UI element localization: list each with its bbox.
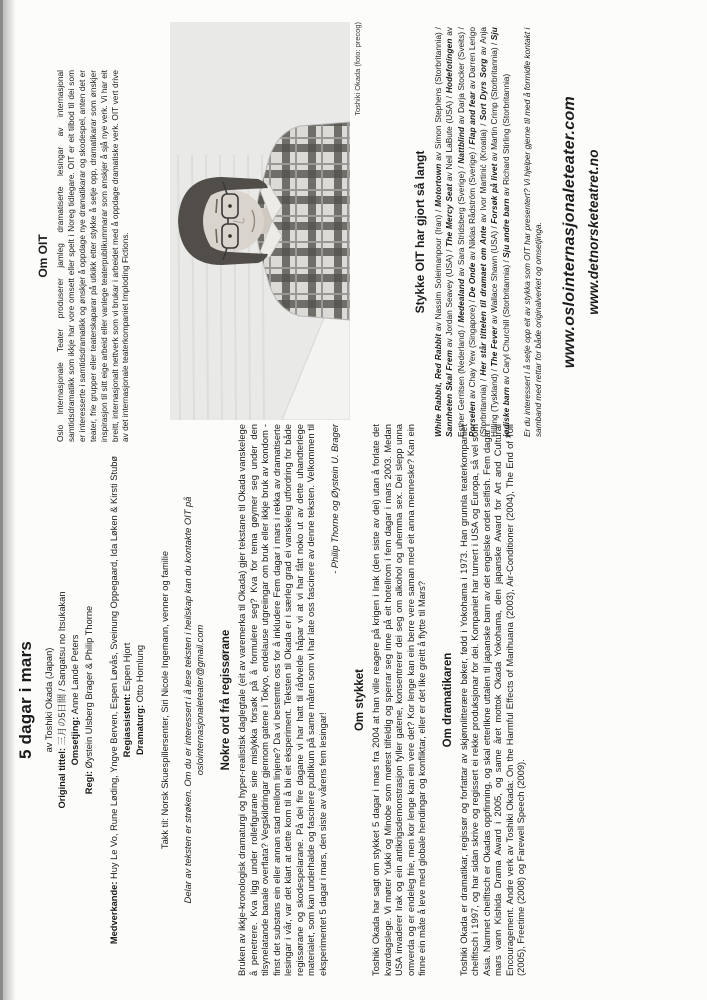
- credit-line: Regiassistent: Espen Hjort: [122, 642, 133, 758]
- credit-line: Medverkande: Huy Le Vo, Rune Løding, Yngve Berven, Espen Løvås, Sveinung Oppegaard, Ida Løken & Kirsti Stubø: [108, 455, 119, 945]
- play-entry: Medealand av Sara Stridsberg (Sverige) /: [455, 163, 466, 323]
- play-entry: Flap and fear av Darren Lerigo (Storbritannia) /: [466, 26, 489, 437]
- about-play-heading: Om stykket: [354, 669, 367, 732]
- directors-note-body: Bruken av ikkje-kronologisk dramaturgi og hyper-realistisk daglegtale (eit av varemerka til Okada) gjer tekstane til Okada vanskelege å penetrere. Kva ligg under rollefigurane sine mislykka forsøk på å formulere seg? Kva for tema gøymer seg under den tilsynelatande banale overflata? Vegskildringar gjennom gatene i Tokyo, endelause utgreiingar om bruk eller ikkje bruk av kondom - finst det substans ein eller annan stad mellom linjene? Da vi bestemte oss for å inkludere Fem dagar i mars i rekka av dramatiserte lesingar i vår, var det klart at dette kom til å bli eit eksperiment. Teksten til Okada er i særleg grad ei vanskeleg utfordring for både regissørane og skodespelarane. På dei fire dagane vi har hatt til rådvelde håpar vi at vi har fått noko ut av dette uhandterlege materialet, som kan underhalde og fascinere publikum på same måten som vi har late oss fascinere av denne teksten. Velkommen til eksperimentet 5 dagar i mars, den siste av vårens fem lesingar!: [236, 424, 328, 976]
- play-entry: De Onde av Niklas Rådström (Sverige) /: [466, 144, 477, 298]
- directors-signature: - Philip Thorne og Øystein U. Brager: [330, 424, 341, 574]
- play-entry: Sannheten Skal Frem av Jordan Seavey (USA) /: [444, 246, 455, 437]
- about-oit-section: [36, 70, 131, 442]
- credit-line: av Toshiki Okada (Japan): [44, 647, 54, 753]
- play-entry: Sort Dyrs Sorg av Anja Hilling (Tyskland) /: [478, 26, 500, 437]
- eye-right: [228, 204, 232, 208]
- credit-line: Original tittel: 三月の5日間 / Sangatsu no Itsukakan: [57, 591, 68, 809]
- play-entry: Hodefotingen av Esther Gerritsen (Nederland) /: [444, 26, 466, 437]
- eye-left: [228, 234, 232, 238]
- about-play-body: Toshiki Okada har sagt om stykket 5 dagar i mars fra 2004 at han ville reagere på krigen i Irak (den siste av dei) utan å forlate det kvardagslege. Vi møter Yukki og Minobe som møtest tilfeldig og sperrar seg inne på eit hotellrom i fem dagar i mars 2003. Medan USA invaderer Irak og ein antikrigsdemonstrasjon fyller gatene, konsentrerer dei seg om alkohol og uhemma sex. Dei slepp unna omverda og er endeleg frie, men kor lenge kan ein vere det? Kor lenge kan ein berre vere saman med eit anna menneske? Kan ein finne ein måte å leve med globale hendingar og konfliktar, eller er det like greitt å flytte til Mars?: [370, 424, 428, 976]
- play-entry: White Rabbit, Red Rabbit av Nassim Soleimanpour (Iran) /: [433, 206, 443, 437]
- credit-line: Dramaturg: Otto Homlung: [135, 644, 146, 756]
- credits-block: [43, 424, 147, 976]
- credit-line: Regi: Øystein Ulsberg Brager & Philip Thorne: [83, 605, 94, 795]
- oit-website-url: www.oslointernasjonaleteater.com: [561, 95, 579, 369]
- thanks-line: Takk til: Norsk Skuespillersenter, Siri Nicole Ingemann, venner og familie: [160, 550, 171, 850]
- play-entry: Porselen av Chay Yew (Singapore) /: [466, 297, 477, 437]
- page-title: 5 dagar i mars: [16, 640, 35, 760]
- about-playwright-body: Toshiki Okada er dramatikar, regissør og forfattar av skjønnlitterære bøker, fødd i Yokohama i 1973. Han grunnla teaterkompaniet chelfitsch i 1997, og har sidan skrive og regissert ei rekke produksjonar for dei. Kompaniet har turnert i USA og Europa, så vel som Asia. Namnet chelfitsch er Okadas oppfinning, og skal etterlikne uttalen til japanske barn av det engelske ordet selfish. Fem dagar i mars vann Kishida Drama Award i 2005, og same året mottok Okada Yokohama, den japanske Award for Art and Cultural Encouragement. Andre verk av Toshiki Okada: On the Harmful Effects of Marihuana (2003), Air-Conditioner (2004), The End of Toil (2005), Freetime (2008) og Farewell Speech (2009).: [457, 424, 527, 976]
- play-entry: Motortown av Simon Stephens (Storbritannia) /: [433, 27, 443, 207]
- play-entry: Sju andre barn av Richard Stirling (Storbritannia): [500, 73, 511, 258]
- play-entry: Forsøk på livet av Martin Crimp (Storbritannia) /: [489, 40, 500, 224]
- urls-block: [561, 27, 601, 437]
- play-entry: The Mercy Seat av Neil LaBute (USA) /: [444, 93, 455, 247]
- toshiki-okada-photo: [170, 22, 350, 420]
- about-oit-heading: Om OIT: [36, 234, 50, 278]
- about-oit-body: Oslo Internasjonale Teater produserer jamleg dramatiserte lesingar av internasjonal samtidsdramatikk som ikkje har vore omsett eller spelt i Noreg tidlegare. OIT er eit tilbod til dei som er interesserte i samtidsdramatikk og ønskjer å oppdage nye dramatikarar og skodespel, anten det er teater, frie grupper eller teaterskaparar på utkikk etter stykke å setje opp, dramatikarar som ønskjer inspirasjon til sitt eige arbeid eller vanlege teaterpublikummarar som ønskjer å sjå nye verk. Vi har eit breitt, internasjonalt nettverk som vi brukar i arbeidet med å oppdage dramatiske verk. OIT vert drive av det internasjonale teaterkompaniet Imploding Fictions.: [55, 70, 131, 442]
- rights-offer-note: Er du interessert i å setje opp eit av stykka som OIT har presentert? Vi hjelper gjerne til med å formidle kontakt i samband med rettar for både originalverket og omsetjinga.: [522, 27, 544, 437]
- directors-note-heading: Nokre ord frå regissørane: [220, 629, 233, 771]
- play-entry: The Fever av Wallace Shawn (USA) /: [489, 223, 500, 367]
- play-entry: Nattblind av Darja Stocker (Sveits) /: [455, 27, 466, 164]
- about-playwright-heading: Om dramatikaren: [441, 652, 454, 748]
- plays-done-heading: Stykke OIT har gjort så langt: [413, 150, 427, 314]
- play-entry: Sju jødiske barn av Caryl Churchill (Storbritannia) /: [489, 27, 511, 437]
- plays-done-section: [413, 27, 601, 437]
- photo-caption: Toshiki Okada (foto: precog): [353, 22, 362, 116]
- plays-list: [433, 27, 512, 437]
- credit-line: Omsetjing: Anne Lande Peters: [70, 634, 81, 766]
- strike-note: [182, 424, 206, 976]
- detnorsketeatret-url: www.detnorsketeatret.no: [586, 149, 602, 315]
- strike-note-text: Delar av teksten er strøken. Om du er interessert i å lese teksten i heilskap kan du kontakte OIT på: [183, 496, 194, 904]
- program-left-column: [16, 424, 527, 976]
- contact-email: oslointernasjonaleteater@gmail.com: [195, 624, 206, 776]
- play-entry: Her står tittelen til dramaet om Ante av Ivor Martinić (Kroatia) /: [478, 120, 489, 376]
